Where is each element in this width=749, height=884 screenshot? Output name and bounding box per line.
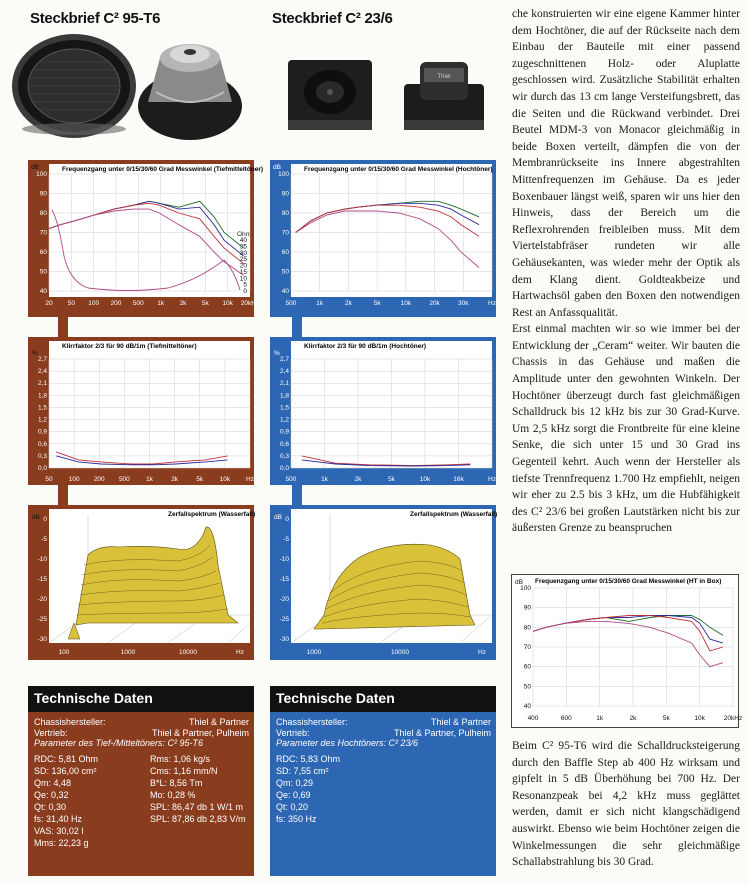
x-tick-label: 500 [285,300,297,307]
x-tick-label: Hz [478,649,486,656]
woofer-param-item: Mms: 22,23 g [34,837,89,848]
y-tick-label: 2,1 [279,380,289,388]
x-tick-label: 1000 [306,649,322,656]
tweeter-tech-header: Technische Daten [270,686,496,712]
woofer-param-item: Mo: 0,28 % [150,789,196,800]
x-tick-label: 50 [45,476,53,483]
ohm-tick-label: 30 [239,249,247,257]
woofer-param-item: SD: 136,00 cm² [34,765,97,776]
x-tick-label: 2k [171,476,179,483]
right-dist-tab [292,485,302,505]
woofer-waterfall-y-label: dB [32,514,40,521]
x-tick-label: 20kHz [723,715,743,722]
y-tick-label: 90 [281,190,289,198]
tweeter-waterfall-chart [270,505,496,660]
y-tick-label: -25 [279,616,289,623]
woofer-vertrieb-value: Thiel & Partner, Pulheim [151,727,249,738]
x-tick-label: 5k [373,300,381,307]
x-tick-label: 400 [527,715,539,722]
article-paragraph-3: Beim C² 95-T6 wird die Schalldrucksteigerung durch den Baffle Step ab 400 Hz wirksam und gipfelt in 5 dB Überhöhung bei 700 Hz. Der Resonanzpeak bei 4,2 kHz muss geglättet werden, damit er sich nicht klangschädigend auswirkt. Ebenso wie beim Hochtöner zeigen die Winkelmessungen die sehr gleichmäßige Schallabstrahlung bis 30 Grad. [512,740,740,869]
x-tick-label: 10000 [390,649,410,656]
article-paragraph-1: che konstruierten wir eine eigene Kammer hinter dem Hochtöner, die auf der Rückseite nach dem Einbau der Bauteile mit einer passend zugeschnittenen Holz- oder Aluplatte geschlossen wird. Zusätzliche Stabilität erhalten wir durch das 13 cm lange Versteifungsbrett, das die Seiten und die Rückwand verbindet. Drei Beutel MDM-3 von Monacor gleichmäßig in beide Boxen verteilt, dämpfen die von der Membranrückseite ins Innere abgestrahlten Mittenfrequenzen im Gehäuse. Da es jeder Boxenbauer längst weiß, sparen wir uns hier den Hinweis, dass der Bereich um die Reflexrohrenden freibleiben muss. Mit dem Viertelstabfräser rundeten wir alle Gehäusekanten, was wieder mehr der Optik als dem Klang dient. Goldteakbeize und Hartwachsöl gaben den Boxen den notwendigen Rest an Anfassqualität. [512,8,740,319]
x-tick-label: 10k [219,476,231,483]
y-tick-label: 60 [281,249,289,256]
y-tick-label: 50 [281,268,289,276]
woofer-waterfall-title: Zerfallspektrum (Wasserfall) [168,511,256,518]
woofer-param-item: VAS: 30,02 l [34,825,84,836]
y-tick-label: 60 [39,249,47,256]
x-tick-label: 10k [222,300,233,307]
right-product-heading: Steckbrief C² 23/6 [272,10,393,27]
x-tick-label: 100 [58,649,70,656]
woofer-param-item: Qt: 0,30 [34,801,67,812]
x-tick-label: 20k [429,300,440,307]
y-tick-label: 0,3 [279,452,289,460]
x-tick-label: Hz [488,476,496,483]
x-tick-label: 200 [110,300,122,307]
x-tick-label: 10k [419,476,431,483]
x-tick-label: 1k [146,476,153,483]
y-tick-label: -25 [37,616,47,623]
tweeter-param-item: Qm: 0,29 [276,777,314,788]
y-tick-label: 90 [39,190,47,198]
y-tick-label: 100 [36,171,47,178]
tweeter-front-photo [286,56,376,138]
woofer-chassis-label: Chassishersteller: [34,717,106,727]
y-tick-label: 2,7 [37,356,47,363]
x-tick-label: 30k [458,300,469,307]
ohm-tick-label: 35 [239,243,247,251]
woofer-distortion-chart-title: Klirrfaktor 2/3 für 90 dB/1m (Tiefmitteltöner) [62,343,197,350]
tweeter-param-item: Qe: 0,69 [276,789,311,800]
y-tick-label: 40 [39,288,47,295]
y-tick-label: 1,2 [37,416,47,424]
ohm-tick-label: 20 [239,262,247,270]
y-tick-label: 0,6 [279,440,289,448]
woofer-frequency-chart [28,160,264,317]
y-tick-label: 1,8 [279,392,289,400]
left-dist-tab [58,485,68,505]
y-tick-label: 2,1 [37,380,47,388]
box-frequency-chart-title: Frequenzgang unter 0/15/30/60 Grad Messwinkel (HT in Box) [535,578,722,585]
x-tick-label: 20 [45,300,53,307]
y-tick-label: 0,9 [279,428,289,436]
x-tick-label: 2k [344,300,352,307]
x-tick-label: Hz [236,649,244,656]
x-tick-label: 2k [179,300,187,307]
tweeter-rear-photo [400,54,490,138]
woofer-front-photo [8,30,140,142]
tweeter-param-item: RDC: 5,83 Ohm [276,753,341,764]
x-tick-label: 1k [316,300,324,307]
x-tick-label: 5k [196,476,204,483]
y-tick-label: -30 [37,636,47,643]
tweeter-vertrieb-value: Thiel & Partner, Pulheim [393,727,491,738]
x-tick-label: 100 [88,300,100,307]
tweeter-waterfall-title: Zerfallspektrum (Wasserfall) [410,511,498,518]
woofer-rear-photo [134,36,246,146]
y-tick-label: -15 [279,576,289,583]
y-tick-label: 70 [523,644,531,651]
tweeter-chassis-label: Chassishersteller: [276,717,348,727]
y-tick-label: -15 [37,576,47,583]
x-tick-label: 10k [694,715,705,722]
x-tick-label: 10k [400,300,412,307]
y-tick-label: 50 [523,683,531,691]
y-tick-label: -10 [37,556,47,563]
x-tick-label: 10000 [178,649,198,656]
x-tick-label: 1k [157,300,165,307]
ohm-tick-label: 10 [239,275,247,283]
y-tick-label: 80 [523,624,531,632]
woofer-frequency-chart-title: Frequenzgang unter 0/15/30/60 Grad Messwinkel (Tiefmitteltöner) [62,166,264,173]
woofer-param-item: Qm: 4,48 [34,777,72,788]
y-tick-label: 2,4 [279,368,289,376]
x-tick-label: 20kHz [240,300,260,307]
x-tick-label: Hz [488,300,496,307]
tweeter-chassis-value: Thiel & Partner [430,717,491,727]
y-tick-label: -5 [283,536,289,543]
y-tick-label: 1,8 [37,392,47,400]
tweeter-param-item: Qt: 0,20 [276,801,309,812]
tweeter-param-item: fs: 350 Hz [276,813,317,824]
woofer-param-label: Parameter des Tief-/Mitteltöners: C² 95-T6 [34,738,203,748]
article-paragraph-2: Erst einmal machten wir so wie immer bei der Entwicklung der „Ceram“ weiter. Wir bauten die Chassis in das Gehäuse und maßen die Amplitude unter den gewohnten Winkeln. Der Hochtöner überzeugt durch fast gleichmäßigen Schalldruck bis 12 kHz bis zur 30 Grad-Kurve. Um 2,5 kHz sorgt die Frontbreite für eine kleine Senke, die sich unter 15 und 30 Grad ins Gegenteil kehrt. Auch wenn der Hersteller als tiefste Trennfrequenz 1.700 Hz empfiehlt, neigen wir eher zu 2.5 bis 3 kHz, um die Hubfähigkeit des C² 23/6 bei großen Lautstärken nicht bis zur äußersten Grenze zu beanspruchen [512,323,740,535]
y-tick-label: 100 [520,585,531,592]
y-tick-label: 0,0 [279,465,289,472]
woofer-param-item: SPL: 87,86 db 2,83 V/m [150,813,246,824]
y-tick-label: -30 [279,636,289,643]
tweeter-distortion-chart [270,337,496,485]
x-tick-label: Hz [246,476,254,483]
woofer-param-item: Qe: 0,32 [34,789,69,800]
y-tick-label: 0,0 [37,465,47,472]
y-tick-label: 2,7 [279,356,289,363]
y-tick-label: 1,2 [279,416,289,424]
y-tick-label: 40 [281,288,289,295]
y-tick-label: 2,4 [37,368,47,376]
x-tick-label: 1k [321,476,328,483]
ohm-tick-label: 25 [239,256,247,264]
woofer-frequency-ohm-label: Ohm [237,231,252,238]
x-tick-label: 600 [560,715,572,722]
y-tick-label: 0 [43,516,47,523]
y-tick-label: 90 [523,604,531,612]
tweeter-param-label: Parameter des Hochtöners: C² 23/6 [276,738,419,748]
x-tick-label: 200 [93,476,105,483]
ohm-tick-label: 40 [239,237,247,244]
woofer-param-item: RDC: 5,81 Ohm [34,753,99,764]
x-tick-label: 100 [68,476,80,483]
y-tick-label: 40 [523,703,531,710]
woofer-param-item: fs: 31,40 Hz [34,813,83,824]
x-tick-label: 500 [118,476,130,483]
y-tick-label: -5 [41,536,47,543]
left-product-heading: Steckbrief C² 95-T6 [30,10,161,27]
ohm-tick-label: 0 [243,288,247,295]
tweeter-waterfall-y-label: dB [274,514,282,521]
y-tick-label: 1,5 [37,404,47,412]
x-tick-label: 5k [201,300,209,307]
y-tick-label: 1,5 [279,404,289,412]
x-tick-label: 2k [629,715,637,722]
x-tick-label: 5k [662,715,670,722]
y-tick-label: 70 [281,229,289,237]
y-tick-label: 60 [523,663,531,671]
woofer-param-item: Cms: 1,16 mm/N [150,765,218,776]
article-text-bottom [512,738,740,871]
woofer-tech-header: Technische Daten [28,686,254,712]
tweeter-tech-data-box [270,686,496,876]
y-tick-label: 80 [39,210,47,217]
box-frequency-chart [511,574,743,728]
tweeter-distortion-chart-title: Klirrfaktor 2/3 für 90 dB/1m (Hochtöner) [304,343,427,350]
woofer-tech-data-box [28,686,254,876]
x-tick-label: 500 [132,300,144,307]
ohm-tick-label: 5 [243,281,247,289]
y-tick-label: 0,6 [37,440,47,448]
tweeter-frequency-chart [270,160,496,317]
y-tick-label: 50 [39,268,47,276]
woofer-param-item: SPL: 86,47 db 1 W/1 m [150,801,244,812]
y-tick-label: 0 [285,516,289,523]
woofer-distortion-chart [28,337,254,485]
woofer-frequency-y-label: dB [31,164,39,171]
tweeter-distortion-y-label: % [274,350,280,357]
y-tick-label: 100 [278,171,289,178]
y-tick-label: 0,3 [37,452,47,460]
woofer-chassis-value: Thiel & Partner [188,717,249,727]
article-text-top [512,6,740,537]
x-tick-label: 500 [285,476,297,483]
tweeter-frequency-chart-title: Frequenzgang unter 0/15/30/60 Grad Messwinkel (Hochtöner) [304,166,493,173]
box-frequency-y-label: dB [515,579,523,586]
woofer-waterfall-chart [28,505,254,660]
y-tick-label: 70 [39,229,47,237]
x-tick-label: 1000 [120,649,136,656]
tweeter-vertrieb-label: Vertrieb: [276,727,310,738]
woofer-distortion-y-label: % [32,350,38,357]
x-tick-label: 1k [596,715,604,722]
x-tick-label: 50 [67,300,75,307]
y-tick-label: 0,9 [37,428,47,436]
tweeter-frequency-y-label: dB [273,164,281,171]
y-tick-label: 80 [281,210,289,217]
x-tick-label: 2k [354,476,362,483]
y-tick-label: -20 [279,596,289,603]
ohm-tick-label: 15 [239,268,247,276]
woofer-param-item: Rms: 1,06 kg/s [150,753,211,764]
y-tick-label: -10 [279,556,289,563]
x-tick-label: 16k [453,476,464,483]
svg-text:Thiel: Thiel [437,74,451,80]
tweeter-param-item: SD: 7,55 cm² [276,765,329,776]
woofer-param-item: B*L: 8,56 Tm [150,777,203,788]
y-tick-label: -20 [37,596,47,603]
woofer-vertrieb-label: Vertrieb: [34,727,68,738]
x-tick-label: 5k [388,476,395,483]
